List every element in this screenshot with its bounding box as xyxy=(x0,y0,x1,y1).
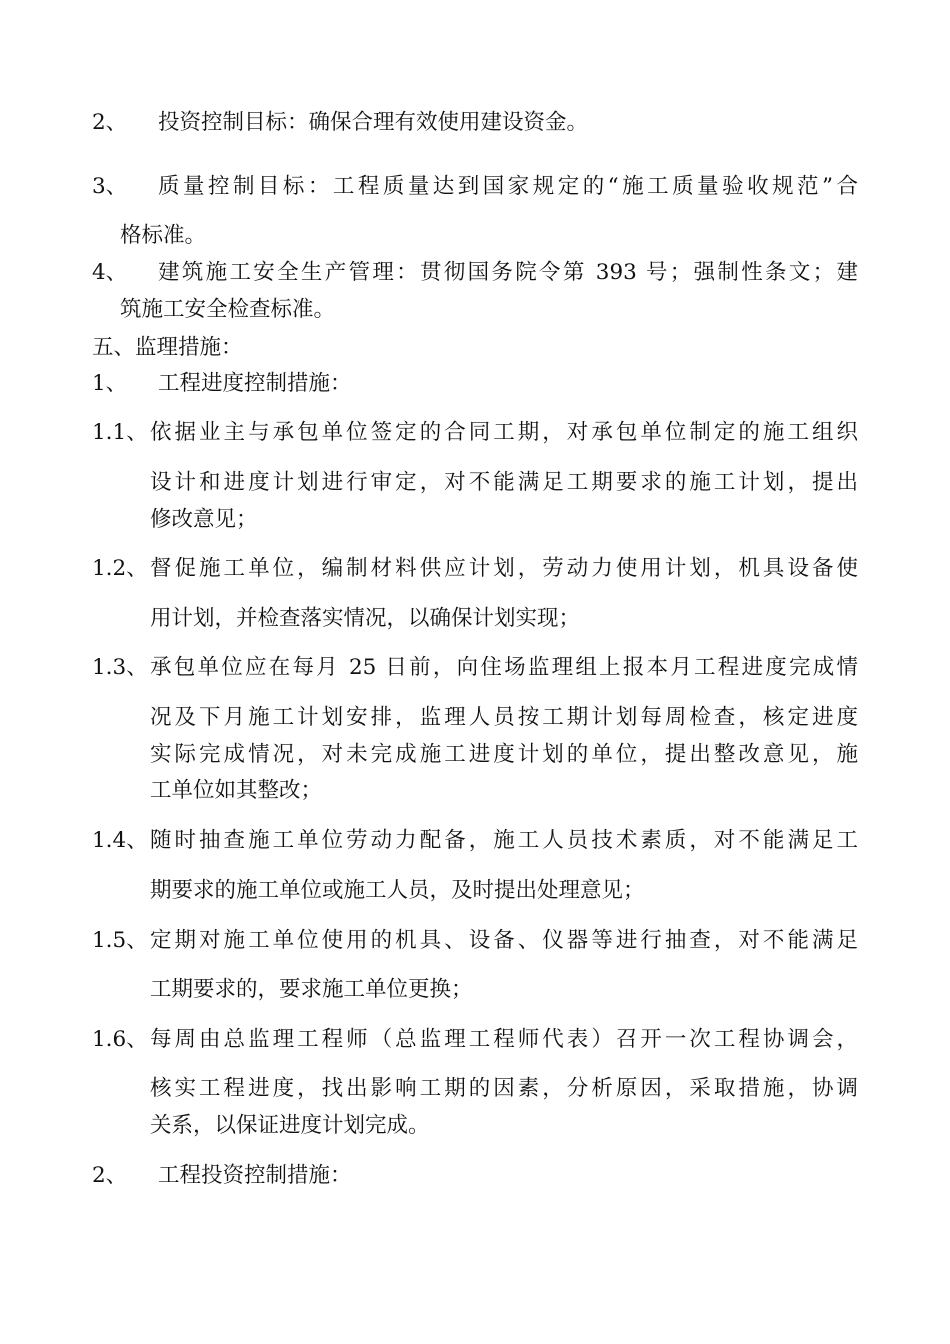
item-number: 4、 xyxy=(92,260,128,285)
item-text: 质量控制目标：工程质量达到国家规定的“施工质量验收规范”合 xyxy=(158,174,858,199)
item-text: 况及下月施工计划安排，监理人员按工期计划每周检查，核定进度 xyxy=(150,705,858,730)
item-text: 每周由总监理工程师（总监理工程师代表）召开一次工程协调会， xyxy=(150,1027,858,1052)
item-text: 修改意见； xyxy=(150,507,258,532)
item-text: 实际完成情况，对未完成施工进度计划的单位，提出整改意见，施 xyxy=(150,742,858,767)
item-number: 1.6、 xyxy=(92,1027,148,1052)
item-text: 工程投资控制措施： xyxy=(158,1163,352,1188)
item-number: 2、 xyxy=(92,110,128,135)
item-text: 设计和进度计划进行审定，对不能满足工期要求的施工计划，提出 xyxy=(150,470,858,495)
item-text: 用计划，并检查落实情况，以确保计划实现； xyxy=(150,606,581,631)
item-text: 关系，以保证进度计划完成。 xyxy=(150,1113,430,1138)
item-number: 1.5、 xyxy=(92,928,148,953)
item-text: 工单位如其整改； xyxy=(150,778,323,803)
item-number: 1.4、 xyxy=(92,828,148,853)
item-text: 投资控制目标：确保合理有效使用建设资金。 xyxy=(158,110,589,135)
item-text: 工程进度控制措施： xyxy=(158,371,352,396)
item-text: 建筑施工安全生产管理：贯彻国务院令第 393 号；强制性条文；建 xyxy=(158,260,858,285)
item-text: 承包单位应在每月 25 日前，向住场监理组上报本月工程进度完成情 xyxy=(150,655,858,680)
item-text: 期要求的施工单位或施工人员，及时提出处理意见； xyxy=(150,878,645,903)
item-number: 2、 xyxy=(92,1163,128,1188)
item-number: 1.1、 xyxy=(92,420,148,445)
item-number: 1.3、 xyxy=(92,655,148,680)
item-text: 格标准。 xyxy=(120,223,207,248)
item-text: 定期对施工单位使用的机具、设备、仪器等进行抽查，对不能满足 xyxy=(150,928,858,953)
item-text: 随时抽查施工单位劳动力配备，施工人员技术素质，对不能满足工 xyxy=(150,828,858,853)
item-text: 筑施工安全检查标准。 xyxy=(120,297,336,322)
item-text: 督促施工单位，编制材料供应计划，劳动力使用计划，机具设备使 xyxy=(150,556,858,581)
item-number: 1.2、 xyxy=(92,556,148,581)
item-number: 1、 xyxy=(92,371,128,396)
item-text: 工期要求的，要求施工单位更换； xyxy=(150,977,473,1002)
item-text: 核实工程进度，找出影响工期的因素，分析原因，采取措施，协调 xyxy=(150,1076,858,1101)
item-text: 依据业主与承包单位签定的合同工期，对承包单位制定的施工组织 xyxy=(150,420,858,445)
section-title: 五、监理措施： xyxy=(92,335,243,360)
item-number: 3、 xyxy=(92,174,128,199)
